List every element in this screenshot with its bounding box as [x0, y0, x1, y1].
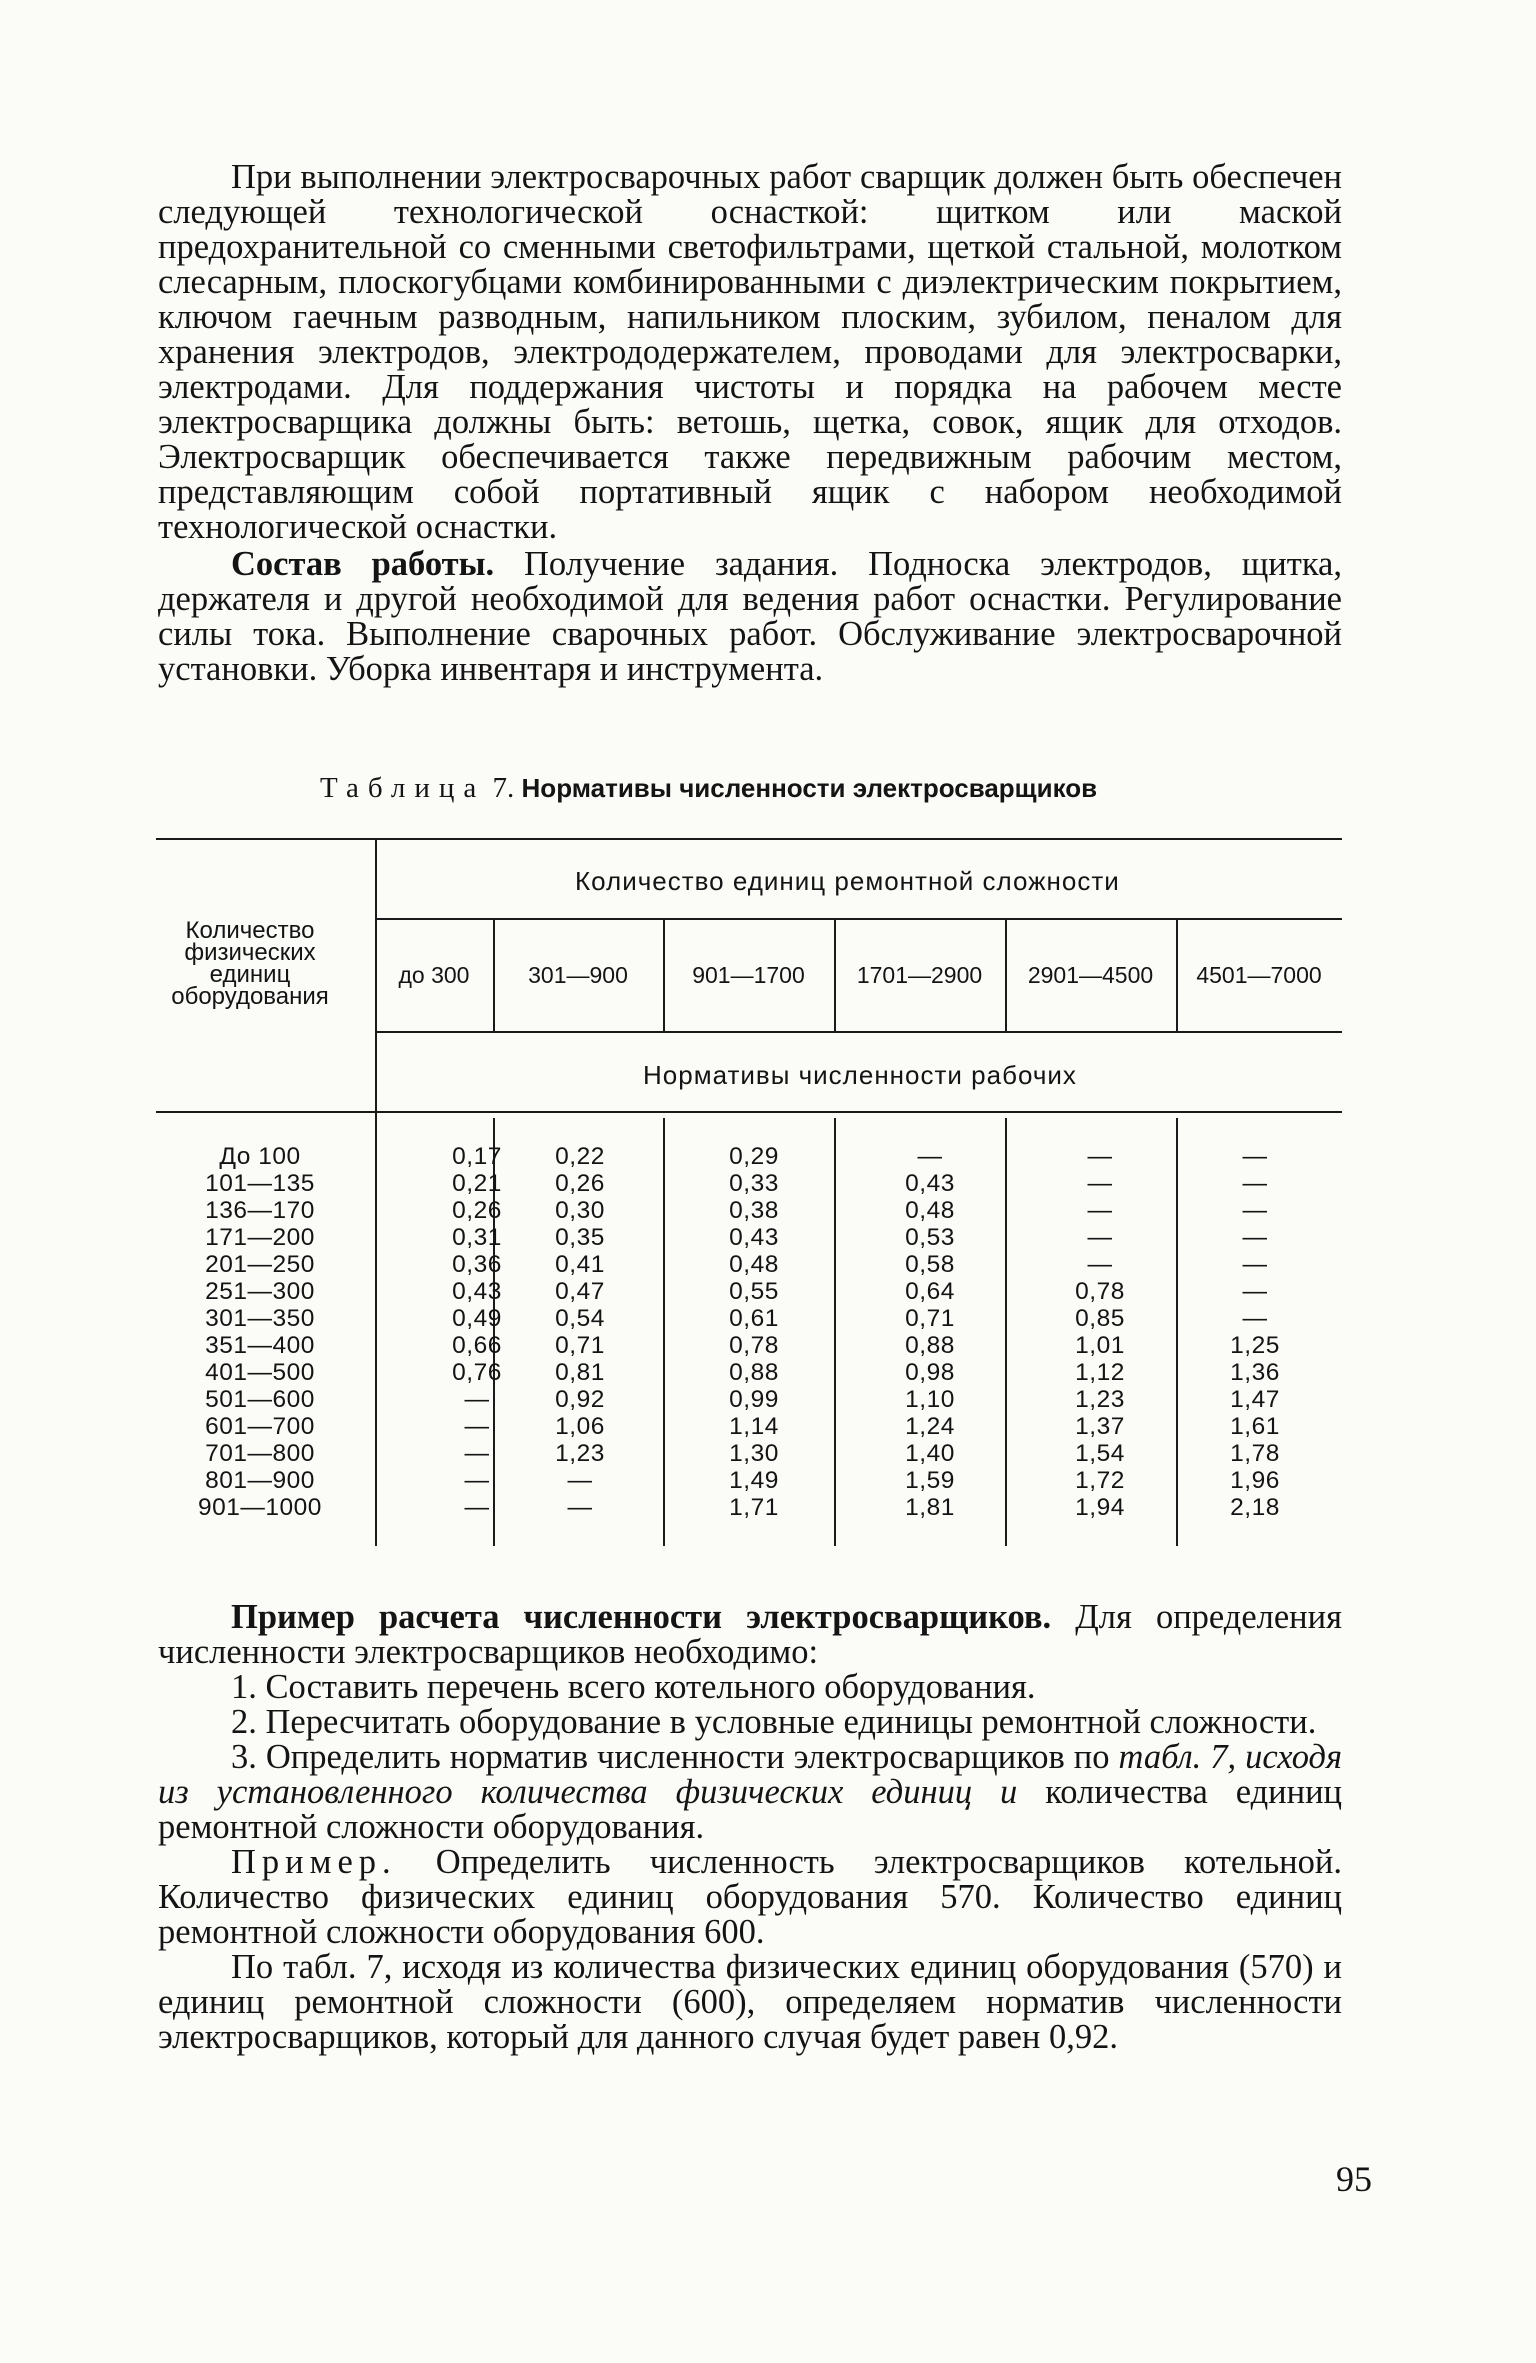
table-cell: 1,72	[1075, 1467, 1125, 1494]
row-label: 501—600	[205, 1386, 315, 1413]
table-cell: 0,53	[905, 1224, 955, 1251]
table-caption	[320, 771, 1097, 805]
table-cell: —	[1242, 1224, 1268, 1251]
table-cell: —	[464, 1413, 490, 1440]
table-cell: 0,36	[452, 1251, 502, 1278]
table-cell: 0,35	[555, 1224, 605, 1251]
table-cell: 0,29	[729, 1143, 779, 1170]
sample-label: Пример.	[231, 1843, 397, 1881]
step-3-italic: табл. 7, исходя из установленного количества физических единиц и	[158, 1738, 1342, 1811]
sample-text: Определить численность электросварщиков котельной. Количество физических единиц оборудования 570. Количество единиц ремонтной сложности оборудования 600.	[158, 1843, 1342, 1951]
table-cell: 0,31	[452, 1224, 502, 1251]
header-rule-2	[375, 1031, 1342, 1033]
sample-paragraph	[158, 1845, 1342, 1950]
table-cell: 0,17	[452, 1143, 502, 1170]
table-cell: 0,47	[555, 1278, 605, 1305]
example-heading: Пример расчета численности электросварщиков.	[231, 1598, 1052, 1636]
table-cell: 1,47	[1230, 1386, 1280, 1413]
table-cell: —	[1242, 1143, 1268, 1170]
table-cell: 0,48	[905, 1197, 955, 1224]
table-cell: 0,43	[905, 1170, 955, 1197]
header-bottom-rule	[156, 1111, 1342, 1113]
table-cell: 1,37	[1075, 1413, 1125, 1440]
column-header: 2901—4500	[1027, 962, 1154, 988]
table-cell: —	[1242, 1170, 1268, 1197]
table-cell: 1,06	[555, 1413, 605, 1440]
table-cell: 1,40	[905, 1440, 955, 1467]
table-cell: 0,43	[729, 1224, 779, 1251]
table-cell: 1,81	[905, 1494, 955, 1521]
row-label: 351—400	[205, 1332, 315, 1359]
row-label: 901—1000	[198, 1494, 322, 1521]
table-cell: 0,48	[729, 1251, 779, 1278]
table-cell: 1,96	[1230, 1467, 1280, 1494]
table-cell: —	[567, 1467, 593, 1494]
page-number: 95	[1336, 2159, 1372, 2199]
table-cell: 1,78	[1230, 1440, 1280, 1467]
table-cell: 1,61	[1230, 1413, 1280, 1440]
table-cell: 1,12	[1075, 1359, 1125, 1386]
table-cell: 0,71	[905, 1305, 955, 1332]
table-cell: 0,26	[555, 1170, 605, 1197]
row-label: До 100	[219, 1143, 301, 1170]
table-cell: —	[464, 1494, 490, 1521]
column-header: 901—1700	[692, 962, 805, 988]
row-label: 201—250	[205, 1251, 315, 1278]
table-label: Таблица	[320, 772, 486, 804]
table-cell: —	[567, 1494, 593, 1521]
table-cell: —	[1242, 1278, 1268, 1305]
composition-paragraph	[158, 547, 1342, 687]
conclusion-paragraph: По табл. 7, исходя из количества физических единиц оборудования (570) и единиц ремонтной сложности (600), определяем норматив численности электросварщиков, который для данного случая будет равен 0,92.	[158, 1948, 1342, 2056]
table-cell: 1,71	[729, 1494, 779, 1521]
table-cell: 1,30	[729, 1440, 779, 1467]
intro-section	[158, 160, 1342, 687]
table-cell: 1,36	[1230, 1359, 1280, 1386]
row-label: 251—300	[205, 1278, 315, 1305]
body-divider-3	[834, 1118, 836, 1546]
step-3	[158, 1740, 1342, 1845]
table-cell: 0,92	[555, 1386, 605, 1413]
table-cell: —	[1087, 1170, 1113, 1197]
table-cell: —	[1087, 1251, 1113, 1278]
step-3-start: 3. Определить норматив численности электросварщиков по	[231, 1738, 1119, 1776]
table-cell: —	[464, 1386, 490, 1413]
column-header: 4501—7000	[1196, 962, 1322, 988]
table-cell: 0,71	[555, 1332, 605, 1359]
table-cell: 0,54	[555, 1305, 605, 1332]
group-header-norms: Нормативы численности рабочих	[643, 1060, 1077, 1090]
table-cell: 0,58	[905, 1251, 955, 1278]
composition-text: Получение задания. Подноска электродов, щитка, держателя и другой необходимой для ведения работ оснастки. Регулирование силы тока. Выполнение сварочных работ. Обслуживание электросварочной установки. Уборка инвентаря и инструмента.	[158, 545, 1342, 688]
table-cell: 0,30	[555, 1197, 605, 1224]
table-cell: 0,22	[555, 1143, 605, 1170]
row-label: 801—900	[205, 1467, 315, 1494]
table-cell: —	[917, 1143, 943, 1170]
body-divider-5	[1176, 1118, 1178, 1546]
table-title: Нормативы численности электросварщиков	[521, 773, 1098, 803]
step-3-end: количества единиц ремонтной сложности оборудования.	[158, 1773, 1342, 1846]
table-cell: 1,59	[905, 1467, 955, 1494]
table-cell: 0,41	[555, 1251, 605, 1278]
table-cell: 0,66	[452, 1332, 502, 1359]
row-label: 136—170	[205, 1197, 315, 1224]
table-cell: 0,26	[452, 1197, 502, 1224]
table-cell: 0,78	[729, 1332, 779, 1359]
table-cell: —	[464, 1467, 490, 1494]
row-label: 301—350	[205, 1305, 315, 1332]
row-label: 601—700	[205, 1413, 315, 1440]
table-cell: 1,01	[1075, 1332, 1125, 1359]
table-cell: —	[1242, 1305, 1268, 1332]
table-cell: 0,85	[1075, 1305, 1125, 1332]
composition-heading: Состав работы.	[231, 545, 495, 583]
table-cell: 0,61	[729, 1305, 779, 1332]
table-cell: 1,49	[729, 1467, 779, 1494]
table-cell: 1,23	[555, 1440, 605, 1467]
table-cell: —	[464, 1440, 490, 1467]
group-header-complexity: Количество единиц ремонтной сложности	[575, 866, 1120, 896]
table-cell: 1,14	[729, 1413, 779, 1440]
table-cell: 0,98	[905, 1359, 955, 1386]
table-cell: —	[1242, 1197, 1268, 1224]
step-1: 1. Составить перечень всего котельного оборудования.	[231, 1668, 1036, 1706]
table-number: 7.	[485, 772, 522, 804]
row-label: 701—800	[205, 1440, 315, 1467]
column-header: 1701—2900	[856, 962, 983, 988]
table-cell: 0,76	[452, 1359, 502, 1386]
equipment-paragraph: При выполнении электросварочных работ сварщик должен быть обеспечен следующей технологической оснасткой: щитком или маской предохранительной со сменными светофильтрами, щеткой стальной, молотком слесарным, плоскогубцами комбинированными с диэлектрическим покрытием, ключом гаечным разводным, напильником плоским, зубилом, пеналом для хранения электродов, электрододержателем, проводами для электросварки, электродами. Для поддержания чистоты и порядка на рабочем месте электросварщика должны быть: ветошь, щетка, совок, ящик для отходов. Электросварщик обеспечивается также передвижным рабочим местом, представляющим собой портативный ящик с набором необходимой технологической оснастки.	[158, 158, 1342, 546]
example-intro	[158, 1600, 1342, 1670]
header-rule-1	[375, 918, 1342, 920]
table-cell: 0,38	[729, 1197, 779, 1224]
table-cell: 0,55	[729, 1278, 779, 1305]
table-cell: —	[1087, 1197, 1113, 1224]
table-cell: —	[1087, 1224, 1113, 1251]
table-cell: 0,88	[729, 1359, 779, 1386]
row-label: 401—500	[205, 1359, 315, 1386]
example-section	[158, 1600, 1342, 2055]
table-cell: 1,24	[905, 1413, 955, 1440]
table-cell: 0,43	[452, 1278, 502, 1305]
table-cell: 0,64	[905, 1278, 955, 1305]
table-cell: 1,23	[1075, 1386, 1125, 1413]
table-cell: 1,94	[1075, 1494, 1125, 1521]
table-cell: 2,18	[1230, 1494, 1280, 1521]
table-cell: 1,10	[905, 1386, 955, 1413]
table-top-rule	[156, 838, 1342, 840]
column-header: 301—900	[528, 962, 628, 988]
table-cell: 0,99	[729, 1386, 779, 1413]
table-cell: 0,78	[1075, 1278, 1125, 1305]
table-cell: 0,81	[555, 1359, 605, 1386]
table-cell: 0,88	[905, 1332, 955, 1359]
column-header: до 300	[398, 962, 470, 988]
stub-divider	[375, 840, 377, 1546]
table-cell: 1,54	[1075, 1440, 1125, 1467]
body-divider-2	[663, 1118, 665, 1546]
table-cell: 1,25	[1230, 1332, 1280, 1359]
row-label: 171—200	[205, 1224, 315, 1251]
example-intro-text: Для определения численности электросварщиков необходимо:	[158, 1598, 1342, 1671]
table-cell: —	[1242, 1251, 1268, 1278]
table-cell: 0,33	[729, 1170, 779, 1197]
table-cell: —	[1087, 1143, 1113, 1170]
table-cell: 0,21	[452, 1170, 502, 1197]
row-label: 101—135	[205, 1170, 315, 1197]
table-cell: 0,49	[452, 1305, 502, 1332]
step-2: 2. Пересчитать оборудование в условные единицы ремонтной сложности.	[231, 1703, 1317, 1741]
row-header: Количество физических единиц оборудования	[171, 917, 329, 1010]
body-divider-4	[1005, 1118, 1007, 1546]
